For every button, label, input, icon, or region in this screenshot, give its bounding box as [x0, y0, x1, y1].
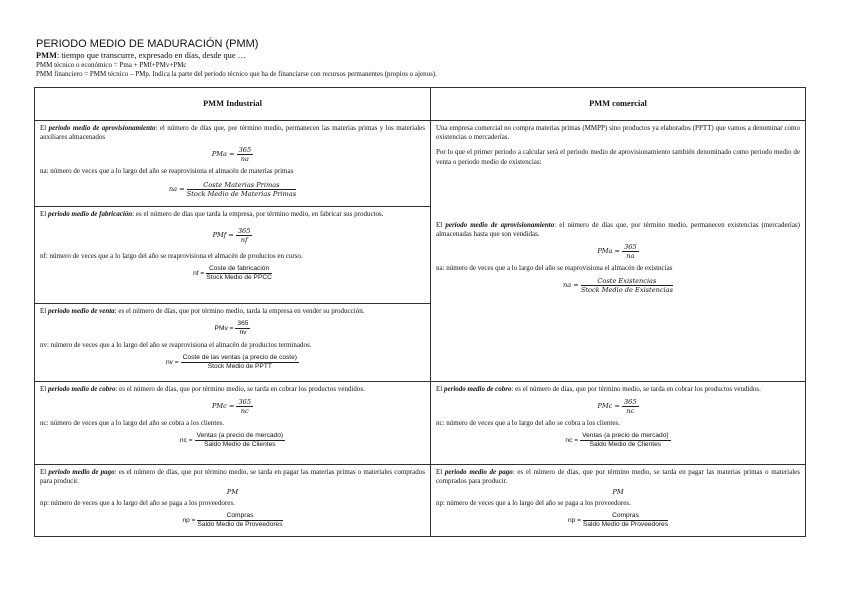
formula: PMa = $\frac{365}{na}$ [211, 146, 252, 164]
definition: El periodo medio de pago: es el número de días, que por término medio, se tarda en pagar las materias primas o materiales comprados para producir. [436, 468, 800, 486]
subtitle-bold: PMM [36, 51, 57, 60]
page-title: PERIODO MEDIO DE MADURACIÓN (PMM) [36, 38, 259, 50]
ind-venta-cell [35, 304, 431, 382]
formula: PMf = $\frac{365}{nf}$ [212, 227, 251, 245]
ind-fabricacion-cell [35, 207, 431, 304]
ind-aprovisionamiento-cell [35, 121, 431, 207]
col-header-industrial: PMM Industrial [35, 88, 431, 121]
intro-text: Una empresa comercial no compra materias primas (MMPP) sino productos ya elaborados (PPTT) que vamos a denominar como existencias o mercaderías. [436, 124, 800, 142]
n-formula: nc = $\frac{\text{Ventas (a precio de mercado)}}{\text{Saldo Medio de Clientes}}$ [565, 432, 669, 449]
n-formula: nc = $\frac{\text{Ventas (a precio de mercado)}}{\text{Saldo Medio de Clientes}}$ [179, 432, 284, 449]
definition: El periodo medio de cobro: es el número de días, que por término medio, se tarda en cobrar los productos vendidos. [436, 385, 761, 393]
n-definition: nf: número de veces que a lo largo del año se reaprovisiona el almacén de productos en curso. [40, 252, 303, 261]
n-formula: na = $\frac{\text{Coste Materias Primas}}{\text{Stock Medio de Materias Primas}}$ [168, 180, 297, 198]
formula: PMc = $\frac{365}{nc}$ [597, 398, 637, 416]
n-definition: na: número de veces que a lo largo del año se reaprovisiona el almacén de existncias [436, 264, 673, 273]
pmm-table [34, 87, 806, 537]
pmm-financiero-line: PMM financiero = PMM técnico – PMp. Indica la parte del periodo técnico que ha de financiarse con recursos permanentes (propios o ajenos). [36, 70, 437, 78]
formula: PMv = $\frac{365}{nv}$ [214, 320, 249, 337]
n-formula: na = $\frac{\text{Coste Existencias}}{\text{Stock Medio de Existencias}}$ [563, 277, 673, 295]
n-definition: nc: número de veces que a lo largo del año se cobra a los clientes. [40, 419, 224, 428]
com-cobro-cell [431, 382, 806, 465]
formula: PMa = $\frac{365}{na}$ [597, 243, 637, 261]
com-aprovisionamiento-cell [431, 121, 806, 382]
definition: El periodo medio de aprovisionamiento: el número de días que, por término medio, permanecen las materias primas y los materiales auxiliares almacenados [40, 124, 425, 142]
formula: PM [612, 488, 624, 497]
ind-cobro-cell [35, 382, 431, 465]
n-formula: np = $\frac{\text{Compras}}{\text{Saldo Medio de Proveedores}}$ [182, 511, 283, 528]
definition: El periodo medio de pago: es el número de días, que por término medio, se tarda en pagar las materias primas o materiales comprados para producir. [40, 468, 425, 486]
document-header [36, 38, 806, 79]
col-header-comercial: PMM comercial [431, 88, 806, 121]
n-definition: np: número de veces que a lo largo del año se paga a los proveedores. [436, 498, 631, 507]
com-pago-cell [431, 465, 806, 537]
n-definition: nv: número de veces que a lo largo del año se reaprovisiona el almacén de productos terminados. [40, 341, 312, 350]
n-definition: na: número de veces que a lo largo del año se reaprovisiona el almacén de materias primas [40, 167, 294, 176]
subtitle [36, 51, 806, 61]
n-definition: nc: número de veces que a lo largo del año se cobra a los clientes. [436, 419, 620, 428]
definition: El periodo medio de aprovisionamiento: el número de días que, por término medio, permanecen existencias (mercaderías) almacenadas hasta que son vendidas. [436, 220, 800, 239]
formula: PMc = $\frac{365}{nc}$ [211, 398, 252, 416]
n-formula: np = $\frac{\text{Compras}}{\text{Saldo Medio de Proveedores}}$ [567, 511, 669, 528]
definition: El periodo medio de venta: es el número de días, que por término medio, tarda la empresa en vender su producción. [40, 307, 365, 315]
n-formula: nv = $\frac{\text{Coste de las ventas (a precio de coste)}}{\text{Stock Medio de PPTT}}$ [165, 354, 297, 371]
definition: El periodo medio de fabricación: es el número de días que tarda la empresa, por término medio, en fabricar sus productos. [40, 210, 384, 218]
formula: PM [226, 488, 239, 497]
definition: El periodo medio de cobro: es el número de días, que por término medio, se tarda en cobrar los productos vendidos. [40, 385, 365, 393]
intro-text-2: Por lo que el primer periodo a calcular será el periodo medio de aprovisionamiento también denominado como periodo medio de venta o periodo medio de existencias: [436, 148, 800, 166]
n-definition: np: número de veces que a lo largo del año se paga a los proveedores. [40, 498, 235, 507]
subtitle-text: : tiempo que transcurre, expresado en días, desde que … [56, 51, 247, 60]
ind-pago-cell [35, 465, 431, 537]
n-formula: nf = $\frac{\text{Coste de fabricación}}{\text{Stock Medio de PPCC}}$ [193, 265, 272, 282]
pmm-tecnico-line: PMM técnico o económico = Pma + PMf+PMv+PMc [36, 61, 187, 69]
